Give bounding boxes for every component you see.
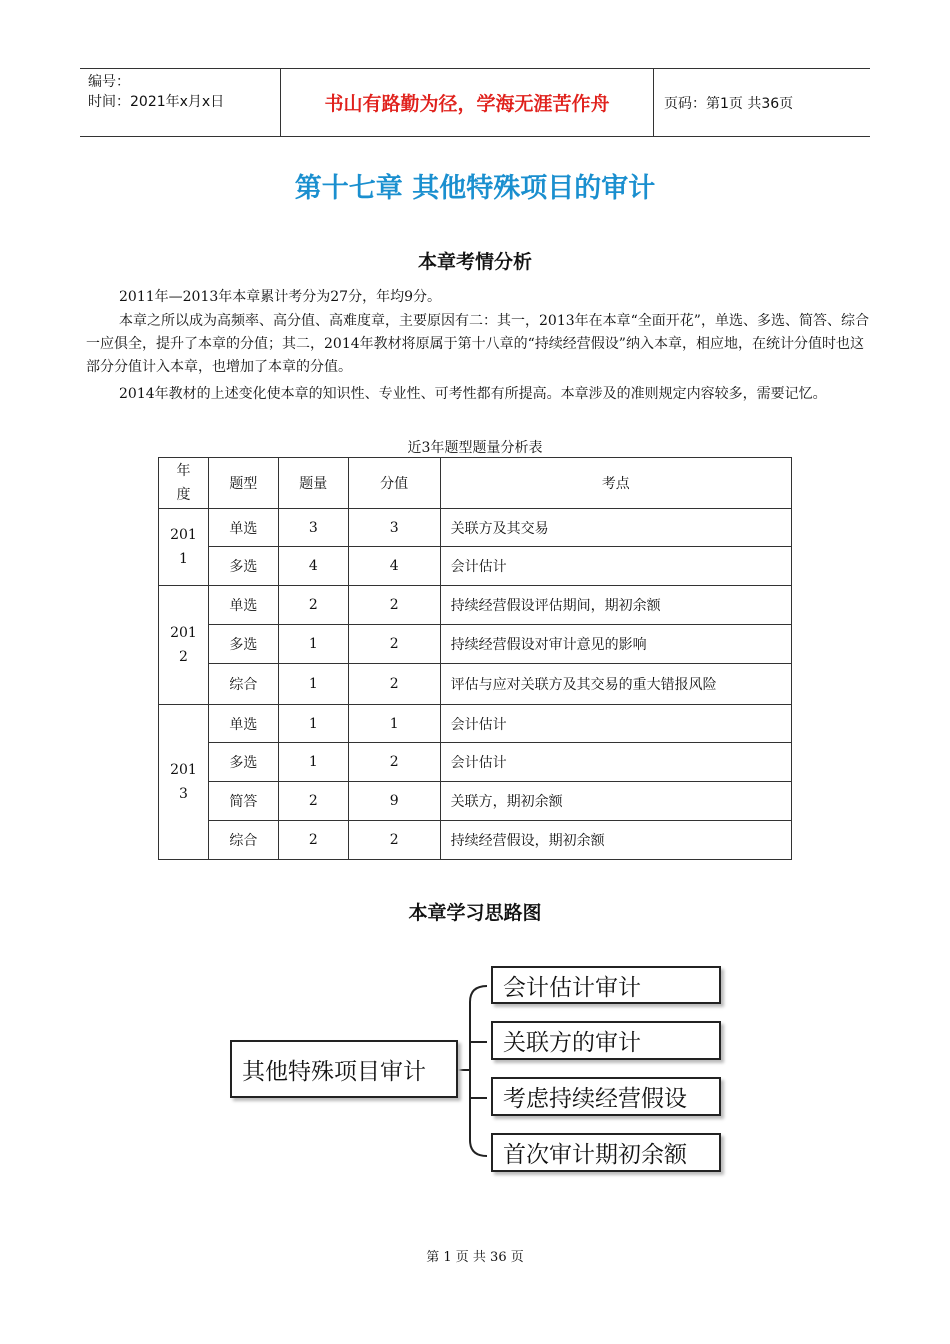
mindmap-node-opening-balances: 首次审计期初余额 <box>491 1133 721 1172</box>
count-cell: 2 <box>278 821 348 860</box>
header-motto: 书山有路勤为径，学海无涯苦作舟 <box>281 69 654 136</box>
type-cell: 综合 <box>208 821 278 860</box>
point-cell: 会计估计 <box>440 743 791 782</box>
chapter-title: 第十七章 其他特殊项目的审计 <box>294 173 656 204</box>
table-row <box>159 743 792 782</box>
question-analysis-table <box>158 457 792 860</box>
type-cell: 单选 <box>208 509 278 547</box>
table-row <box>159 705 792 743</box>
study-mindmap <box>225 950 735 1175</box>
year-cell-2012: 201 2 <box>159 586 209 705</box>
score-cell: 2 <box>348 586 440 625</box>
mindmap-node-going-concern: 考虑持续经营假设 <box>491 1077 721 1116</box>
header-type: 题型 <box>208 458 278 509</box>
type-cell: 简答 <box>208 782 278 821</box>
header-meta <box>80 69 281 136</box>
table-row <box>159 821 792 860</box>
count-cell: 2 <box>278 586 348 625</box>
score-cell: 1 <box>348 705 440 743</box>
point-cell: 关联方及其交易 <box>440 509 791 547</box>
table-row <box>159 782 792 821</box>
page-header <box>80 68 870 137</box>
connector-bracket <box>470 986 487 1156</box>
table-row <box>159 664 792 705</box>
point-cell: 持续经营假设，期初余额 <box>440 821 791 860</box>
section-title-analysis: 本章考情分析 <box>417 251 532 273</box>
paragraph-3: 2014年教材的上述变化使本章的知识性、专业性、可考性都有所提高。本章涉及的准则规定内容较多，需要记忆。 <box>119 386 827 402</box>
point-cell: 评估与应对关联方及其交易的重大错报风险 <box>440 664 791 705</box>
time-label: 时间：2021年x月x日 <box>88 94 225 110</box>
page-footer: 第 1 页 共 36 页 <box>426 1250 524 1265</box>
point-cell: 会计估计 <box>440 705 791 743</box>
count-cell: 1 <box>278 664 348 705</box>
table-caption: 近3年题型题量分析表 <box>407 440 543 456</box>
header-year: 年 度 <box>159 458 209 509</box>
table-header-row <box>159 458 792 509</box>
mindmap-node-accounting-estimates: 会计估计审计 <box>491 966 721 1004</box>
header-point: 考点 <box>440 458 791 509</box>
count-cell: 1 <box>278 705 348 743</box>
table-row <box>159 509 792 547</box>
type-cell: 多选 <box>208 625 278 664</box>
count-cell: 1 <box>278 625 348 664</box>
paragraph-2: 本章之所以成为高频率、高分值、高难度章，主要原因有二：其一，2013年在本章“全面开花”，单选、多选、简答、综合一应俱全，提升了本章的分值；其二，2014年教材将原属于第十八章的“持续经营假设”纳入本章，相应地，在统计分值时也这部分分值计入本章，也增加了本章的分值。 <box>86 313 869 375</box>
score-cell: 4 <box>348 547 440 586</box>
year-cell-2013: 201 3 <box>159 705 209 860</box>
count-cell: 3 <box>278 509 348 547</box>
type-cell: 多选 <box>208 743 278 782</box>
type-cell: 单选 <box>208 586 278 625</box>
year-cell-2011: 201 1 <box>159 509 209 586</box>
table-row <box>159 586 792 625</box>
mindmap-root: 其他特殊项目审计 <box>230 1040 458 1098</box>
type-cell: 综合 <box>208 664 278 705</box>
point-cell: 持续经营假设评估期间，期初余额 <box>440 586 791 625</box>
score-cell: 2 <box>348 664 440 705</box>
score-cell: 2 <box>348 625 440 664</box>
score-cell: 2 <box>348 821 440 860</box>
count-cell: 1 <box>278 743 348 782</box>
score-cell: 9 <box>348 782 440 821</box>
section-title-mindmap: 本章学习思路图 <box>408 902 542 924</box>
header-page-info: 页码：第1页 共36页 <box>664 95 794 112</box>
count-cell: 2 <box>278 782 348 821</box>
paragraph-1: 2011年—2013年本章累计考分为27分，年均9分。 <box>119 289 441 305</box>
type-cell: 多选 <box>208 547 278 586</box>
type-cell: 单选 <box>208 705 278 743</box>
number-label: 编号： <box>88 74 130 90</box>
score-cell: 3 <box>348 509 440 547</box>
point-cell: 持续经营假设对审计意见的影响 <box>440 625 791 664</box>
table-row <box>159 625 792 664</box>
header-count: 题量 <box>278 458 348 509</box>
score-cell: 2 <box>348 743 440 782</box>
table-row <box>159 547 792 586</box>
point-cell: 关联方，期初余额 <box>440 782 791 821</box>
mindmap-node-related-parties: 关联方的审计 <box>491 1021 721 1060</box>
count-cell: 4 <box>278 547 348 586</box>
point-cell: 会计估计 <box>440 547 791 586</box>
header-score: 分值 <box>348 458 440 509</box>
